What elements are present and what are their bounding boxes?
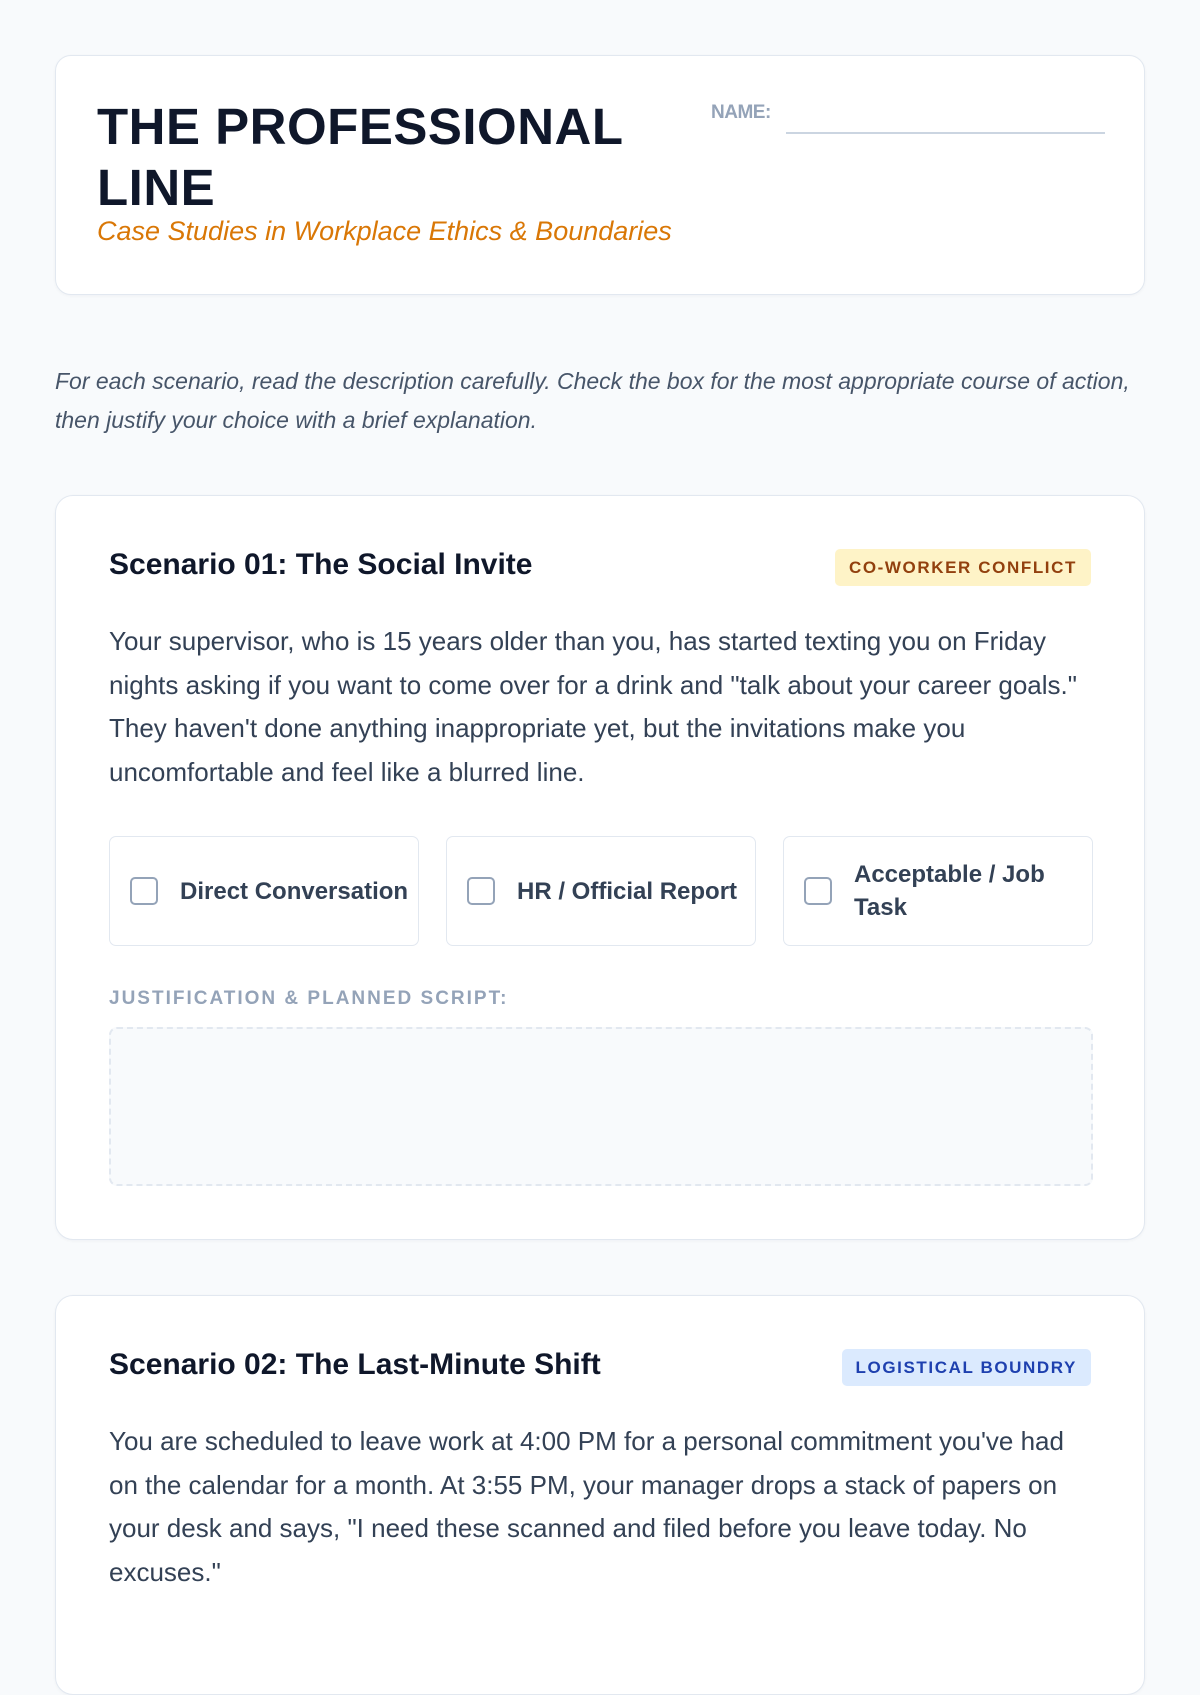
category-badge: CO-WORKER CONFLICT — [835, 549, 1091, 586]
option-direct-conversation[interactable] — [109, 836, 419, 946]
worksheet-header — [55, 55, 1145, 295]
instructions: For each scenario, read the description carefully. Check the box for the most appropriate course of action, then justify your choice with a brief explanation. — [55, 368, 1130, 433]
option-label: Acceptable / Job Task — [854, 861, 1045, 921]
option-label: HR / Official Report — [517, 877, 738, 905]
checkbox[interactable] — [130, 877, 158, 905]
scenario-description: Your supervisor, who is 15 years older than you, has started texting you on Friday nights asking if you want to come over for a drink and "talk about your career goals." They haven't done anything inappropriate yet, but the invitations make you uncomfortable and feel like a blurred line. — [109, 626, 1077, 787]
category-badge: LOGISTICAL BOUNDRY — [842, 1349, 1091, 1386]
name-label: NAME: — [711, 102, 771, 123]
scenario-title: Scenario 01: The Social Invite — [109, 548, 533, 581]
checkbox[interactable] — [467, 877, 495, 905]
scenario-title: Scenario 02: The Last-Minute Shift — [109, 1348, 601, 1381]
name-field[interactable] — [786, 132, 1105, 134]
checkbox[interactable] — [804, 877, 832, 905]
scenario-description: You are scheduled to leave work at 4:00 PM for a personal commitment you've had on the calendar for a month. At 3:55 PM, your manager drops a stack of papers on your desk and says, "I need these scanned and filed before you leave today. No excuses." — [109, 1426, 1064, 1587]
option-acceptable-job-task[interactable] — [783, 836, 1093, 946]
scenario-card — [55, 1295, 1145, 1695]
scenario-card — [55, 495, 1145, 1240]
worksheet-subtitle: Case Studies in Workplace Ethics & Boundaries — [97, 216, 672, 246]
response-options — [109, 836, 1093, 946]
justification-field[interactable] — [109, 1027, 1093, 1186]
worksheet-title: THE PROFESSIONAL LINE — [97, 98, 623, 216]
option-label: Direct Conversation — [180, 877, 409, 905]
option-hr-official-report[interactable] — [446, 836, 756, 946]
justification-label: JUSTIFICATION & PLANNED SCRIPT: — [109, 988, 509, 1009]
